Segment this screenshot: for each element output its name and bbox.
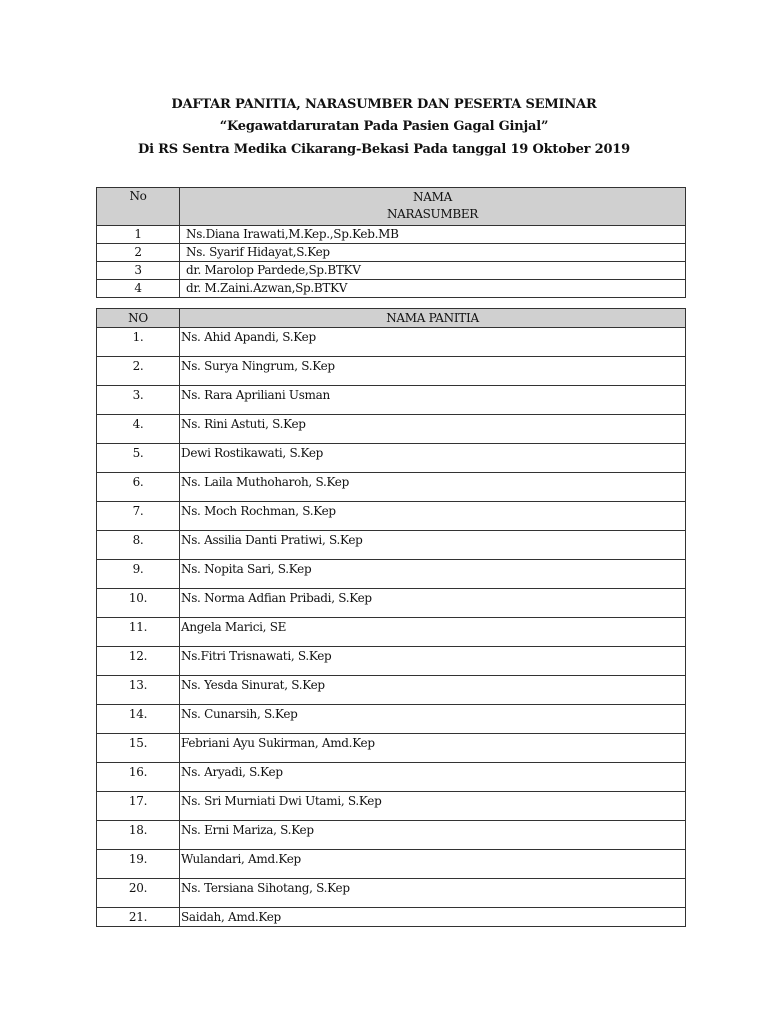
panitia-row-name: Ns. Rara Apriliani Usman [180,386,686,415]
document-title: DAFTAR PANITIA, NARASUMBER DAN PESERTA SEMINAR [171,97,597,112]
narasumber-col-name-line1: NAMA [413,190,452,204]
panitia-row-name: Ns.Fitri Trisnawati, S.Kep [180,647,686,676]
panitia-row-name: Saidah, Amd.Kep [180,908,686,927]
panitia-row-no: 16. [97,763,180,792]
panitia-row [97,850,686,879]
panitia-row-no: 9. [97,560,180,589]
panitia-row-no: 1. [97,328,180,357]
narasumber-row [97,244,686,262]
narasumber-col-no: No [97,188,180,226]
panitia-row [97,821,686,850]
panitia-row-name: Ns. Rini Astuti, S.Kep [180,415,686,444]
panitia-row [97,647,686,676]
panitia-row-name: Ns. Cunarsih, S.Kep [180,705,686,734]
panitia-row-name: Ns. Nopita Sari, S.Kep [180,560,686,589]
panitia-row-no: 6. [97,473,180,502]
panitia-row-no: 14. [97,705,180,734]
panitia-row [97,763,686,792]
panitia-row-no: 15. [97,734,180,763]
panitia-row-no: 8. [97,531,180,560]
panitia-row-no: 2. [97,357,180,386]
panitia-row [97,531,686,560]
panitia-row-no: 17. [97,792,180,821]
narasumber-row [97,280,686,298]
panitia-row-name: Ns. Sri Murniati Dwi Utami, S.Kep [180,792,686,821]
panitia-row [97,705,686,734]
panitia-table [96,308,686,927]
panitia-row [97,589,686,618]
panitia-row [97,879,686,908]
seminar-topic: “Kegawatdaruratan Pada Pasien Gagal Ginjal” [219,119,549,134]
panitia-row [97,415,686,444]
panitia-row [97,444,686,473]
panitia-row-name: Angela Marici, SE [180,618,686,647]
panitia-row-no: 11. [97,618,180,647]
panitia-row-no: 19. [97,850,180,879]
panitia-col-name: NAMA PANITIA [180,309,686,328]
narasumber-header-row [97,188,686,226]
panitia-row-name: Ns. Yesda Sinurat, S.Kep [180,676,686,705]
panitia-row [97,357,686,386]
narasumber-row-name: dr. Marolop Pardede,Sp.BTKV [180,262,686,280]
panitia-row-no: 18. [97,821,180,850]
panitia-row-no: 13. [97,676,180,705]
panitia-row-name: Ns. Surya Ningrum, S.Kep [180,357,686,386]
panitia-row-name: Wulandari, Amd.Kep [180,850,686,879]
panitia-row-no: 7. [97,502,180,531]
panitia-row-no: 5. [97,444,180,473]
narasumber-col-name [180,188,686,226]
narasumber-row [97,262,686,280]
panitia-row-name: Ns. Moch Rochman, S.Kep [180,502,686,531]
panitia-row-name: Ns. Assilia Danti Pratiwi, S.Kep [180,531,686,560]
panitia-row [97,792,686,821]
panitia-row [97,560,686,589]
panitia-row-name: Ns. Laila Muthoharoh, S.Kep [180,473,686,502]
panitia-row-name: Ns. Aryadi, S.Kep [180,763,686,792]
panitia-row [97,386,686,415]
narasumber-row-no: 3 [97,262,180,280]
narasumber-row-name: Ns. Syarif Hidayat,S.Kep [180,244,686,262]
panitia-row [97,502,686,531]
narasumber-row-no: 1 [97,226,180,244]
panitia-row-no: 20. [97,879,180,908]
panitia-row-name: Ns. Ahid Apandi, S.Kep [180,328,686,357]
narasumber-row-no: 4 [97,280,180,298]
panitia-row-name: Febriani Ayu Sukirman, Amd.Kep [180,734,686,763]
panitia-col-no: NO [97,309,180,328]
narasumber-row-name: Ns.Diana Irawati,M.Kep.,Sp.Keb.MB [180,226,686,244]
narasumber-row-no: 2 [97,244,180,262]
panitia-row-name: Ns. Norma Adfian Pribadi, S.Kep [180,589,686,618]
narasumber-table [96,187,686,298]
panitia-row [97,734,686,763]
panitia-row [97,676,686,705]
narasumber-row-name: dr. M.Zaini.Azwan,Sp.BTKV [180,280,686,298]
panitia-row [97,328,686,357]
location-date: Di RS Sentra Medika Cikarang-Bekasi Pada tanggal 19 Oktober 2019 [138,142,630,157]
panitia-row-no: 10. [97,589,180,618]
narasumber-row [97,226,686,244]
panitia-row-name: Ns. Tersiana Sihotang, S.Kep [180,879,686,908]
panitia-row [97,618,686,647]
narasumber-col-name-line2: NARASUMBER [386,207,479,221]
panitia-row-no: 3. [97,386,180,415]
panitia-row-name: Dewi Rostikawati, S.Kep [180,444,686,473]
panitia-row [97,908,686,927]
panitia-row-no: 21. [97,908,180,927]
panitia-header-row [97,309,686,328]
panitia-row-name: Ns. Erni Mariza, S.Kep [180,821,686,850]
panitia-row [97,473,686,502]
panitia-row-no: 12. [97,647,180,676]
panitia-row-no: 4. [97,415,180,444]
